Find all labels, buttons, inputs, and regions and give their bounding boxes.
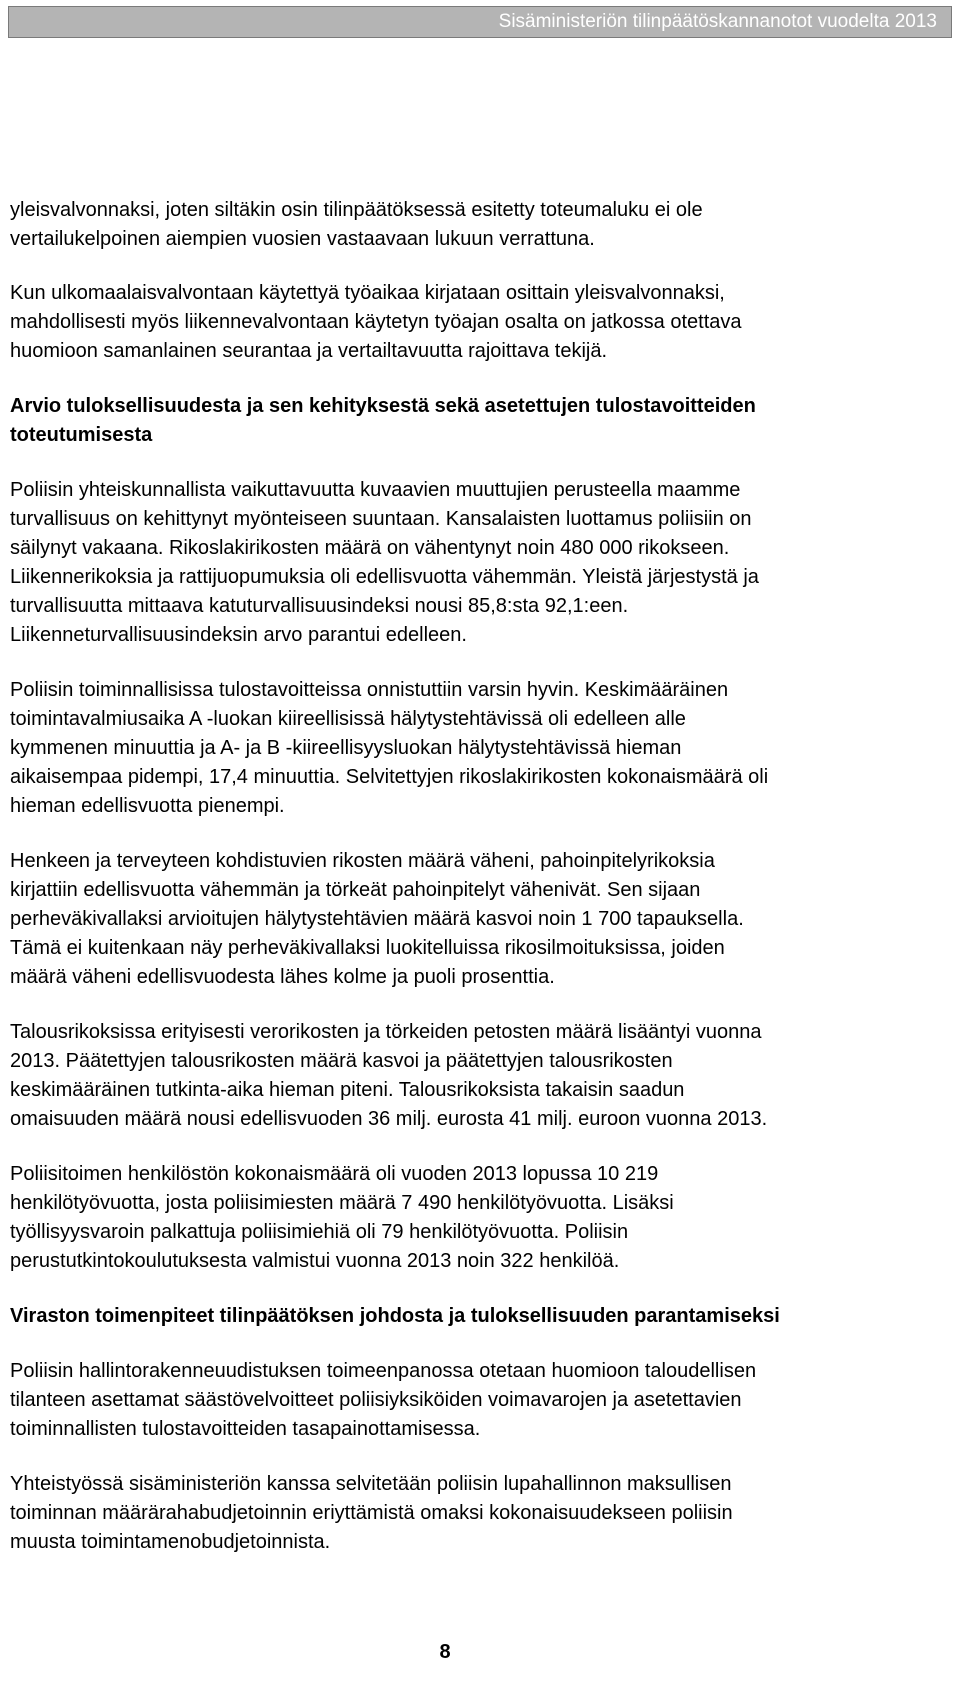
paragraph: Talousrikoksissa erityisesti verorikosten ja törkeiden petosten määrä lisääntyi vuonna 2013. Päätettyjen talousrikosten määrä kasvoi ja päätettyjen talousrikosten keskimääräinen tutkinta-aika hieman piteni. Talousrikoksista takaisin saadun omaisuuden määrä nousi edellisvuoden 36 milj. eurosta 41 milj. euroon vuonna 2013.: [10, 1021, 768, 1130]
paragraph: Poliisin yhteiskunnallista vaikuttavuutta kuvaavien muuttujien perusteella maamme turvallisuus on kehittynyt myönteiseen suuntaan. Kansalaisten luottamus poliisiin on säilynyt vakaana. Rikoslakirikosten määrä on vähentynyt noin 480 000 rikokseen. Liikennerikoksia ja rattijuopumuksia oli edellisvuotta vähemmän. Yleistä järjestystä ja turvallisuutta mittaava katuturvallisuusindeksi nousi 85,8:sta 92,1:een. Liikenneturvallisuusindeksin arvo parantui edelleen.: [10, 479, 759, 646]
section-heading: Arvio tuloksellisuudesta ja sen kehityksestä sekä asetettujen tulostavoitteiden toteutumisesta: [10, 395, 756, 446]
header-title: Sisäministeriön tilinpäätöskannanotot vuodelta 2013: [498, 11, 937, 32]
section-heading: Viraston toimenpiteet tilinpäätöksen johdosta ja tuloksellisuuden parantamiseksi: [10, 1305, 780, 1327]
paragraph: Yhteistyössä sisäministeriön kanssa selvitetään poliisin lupahallinnon maksullisen toiminnan määrärahabudjetoinnin eriyttämistä omaksi kokonaisuudekseen poliisin muusta toimintamenobudjetoinnista.: [10, 1473, 733, 1553]
paragraph: Poliisitoimen henkilöstön kokonaismäärä oli vuoden 2013 lopussa 10 219 henkilötyövuotta, josta poliisimiesten määrä 7 490 henkilötyövuotta. Lisäksi työllisyysvaroin palkattuja poliisimiehiä oli 79 henkilötyövuotta. Poliisin perustutkintokoulutuksesta valmistui vuonna 2013 noin 322 henkilöä.: [10, 1163, 674, 1272]
paragraph: Henkeen ja terveyteen kohdistuvien rikosten määrä väheni, pahoinpitelyrikoksia kirjattiin edellisvuotta vähemmän ja törkeät pahoinpitelyt vähenivät. Sen sijaan perheväkivallaksi arvioitujen hälytystehtävien määrä kasvoi noin 1 700 tapauksella. Tämä ei kuitenkaan näy perheväkivallaksi luokitelluissa rikosilmoituksissa, joiden määrä väheni edellisvuodesta lähes kolme ja puoli prosenttia.: [10, 850, 744, 988]
page-number: 8: [439, 1641, 451, 1663]
paragraph: Poliisin toiminnallisissa tulostavoitteissa onnistuttiin varsin hyvin. Keskimääräinen toimintavalmiusaika A -luokan kiireellisissä hälytystehtävissä oli edelleen alle kymmenen minuuttia ja A- ja B -kiireellisyysluokan hälytystehtävissä hieman aikaisempaa pidempi, 17,4 minuuttia. Selvitettyjen rikoslakirikosten kokonaismäärä oli hieman edellisvuotta pienempi.: [10, 679, 769, 817]
paragraph: Poliisin hallintorakenneuudistuksen toimeenpanossa otetaan huomioon taloudellisen tilanteen asettamat säästövelvoitteet poliisiyksiköiden voimavarojen ja asetettavien toiminnallisten tulostavoitteiden tasapainottamisessa.: [10, 1360, 757, 1440]
paragraph: Kun ulkomaalaisvalvontaan käytettyä työaikaa kirjataan osittain yleisvalvonnaksi, mahdollisesti myös liikennevalvontaan käytetyn työajan osalta on jatkossa otettava huomioon samanlainen seurantaa ja vertailtavuutta rajoittava tekijä.: [10, 282, 742, 362]
page-header-bar: [8, 6, 952, 38]
paragraph: yleisvalvonnaksi, joten siltäkin osin tilinpäätöksessä esitetty toteumaluku ei ole vertailukelpoinen aiempien vuosien vastaavaan lukuun verrattuna.: [10, 199, 703, 250]
document-body: [10, 196, 890, 1583]
